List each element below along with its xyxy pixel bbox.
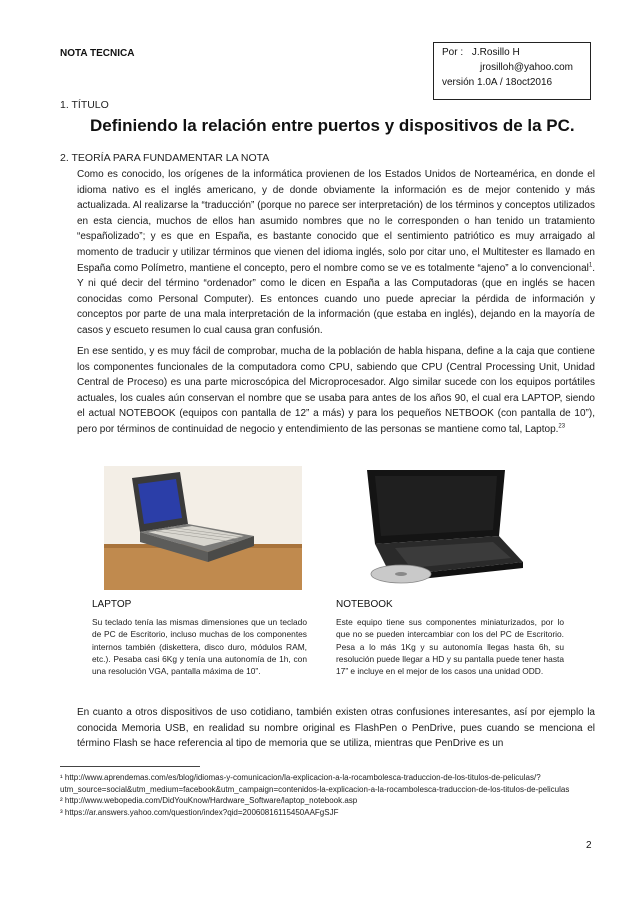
author-name: J.Rosillo H xyxy=(471,47,520,58)
author-info-box xyxy=(433,42,591,100)
page-number: 2 xyxy=(586,840,592,851)
document-version: versión 1.0A / 18oct2016 xyxy=(442,77,553,88)
paragraph-2-text: En ese sentido, y es muy fácil de comprobar, mucha de la población de habla hispana, define a la caja que contiene los componentes funcionales de la computadora como CPU, sabiendo que CPU (Central Processing Unit, Unidad Central de Proceso) es una parte microscópica del Microprocesador. Algo similar sucede con los equipos portátiles actuales, los cuales aún conservan el nombre que se usaba para antes de los años 90, el cual era LAPTOP, siendo el actual NOTEBOOK (equipos con pantalla de 12” a más) y para los pequeños NETBOOK (con pantalla de 10”), pero por términos de continuidad de negocio y entendimiento de las personas se mantiene como tal, Laptop. xyxy=(77,346,595,435)
laptop-caption-title: LAPTOP xyxy=(92,599,132,610)
paragraph-3: En cuanto a otros dispositivos de uso cotidiano, también existen otras confusiones interesantes, así por ejemplo la conocida Memoria USB, en realidad su nombre original es FlashPen o PenDrive, pues cuando se menciona el término Flash se hace referencia al tipo de memoria que se utiliza, mientras que PenDrive es un xyxy=(77,707,595,750)
footnote-ref-2-3: 23 xyxy=(558,423,566,430)
footnotes xyxy=(60,772,600,818)
notebook-photo xyxy=(355,466,525,590)
footnote-ref-1: 1 xyxy=(588,262,593,269)
document-type-label: NOTA TECNICA xyxy=(60,48,135,59)
author-prefix: Por : xyxy=(442,47,464,58)
document-title: Definiendo la relación entre puertos y dispositivos de la PC. xyxy=(90,116,575,135)
footnote-3[interactable]: ³ https://ar.answers.yahoo.com/question/index?qid=20060816115450AAFgSJF xyxy=(60,807,339,817)
section-1-heading: 1. TÍTULO xyxy=(60,99,109,111)
laptop-photo xyxy=(104,466,302,590)
paragraph-1 xyxy=(77,167,595,339)
laptop-caption-text: Su teclado tenía las mismas dimensiones que un teclado de PC de Escritorio, incluso muchas de los componentes internos también (diskettera, disco duro, módulos RAM, etc.). Pesaba casi 6Kg y tenía una autonomía de 1h, con una resolución VGA, pantalla máxima de 10”. xyxy=(92,617,307,677)
paragraph-1-part-b: . Y ni qué decir del término “ordenador” como le dicen en España a las Computadoras (que en inglés se hacen conocidas como Personal Computer). Es entonces cuando uno puede apreciar la pérdida de información y conceptos por parte de una mala interpretación de la información (que estaba en inglés), dejando en la mayoría de casos y escueto resumen lo cual causa gran confusión. xyxy=(77,262,595,336)
section-2-heading: 2. TEORÍA PARA FUNDAMENTAR LA NOTA xyxy=(60,152,270,164)
paragraph-1-part-a: Como es conocido, los orígenes de la informática provienen de los Estados Unidos de Norteamérica, en donde el idioma nativo es el inglés americano, y de donde obviamente la información es de mejor contenido y más actualizada. Al realizarse la “traducción” (porque no parece ser interpretación) de los términos y conceptos utilizados en esta ciencia, muchos de ellos han asumido nombres que no le corresponden o han tenido un tratamiento “españolizado”; y es que en España, es bastante conocido que el sentimiento patriótico es muy arraigado al momento de traducir y utilizar términos que vienen del idioma inglés, solo por citar uno, el Multitester es llamado en España como Polímetro, mantiene el concepto, pero el nombre como se ve es totalmente “ajeno” a lo convencional xyxy=(77,169,595,274)
notebook-caption-text: Este equipo tiene sus componentes miniaturizados, por lo que no se pueden intercambiar con los del PC de Escritorio. Pesa a lo más 1Kg y su autonomía llegas hasta 6h, su resolución puede llegar a HD y su pantalla puede tener hasta 17” e incluye en el mejor de los casos una unidad ODD. xyxy=(336,617,564,677)
footnote-divider xyxy=(60,766,200,767)
footnote-2[interactable]: ² http://www.webopedia.com/DidYouKnow/Hardware_Software/laptop_notebook.asp xyxy=(60,796,358,805)
author-email: jrosilloh@yahoo.com xyxy=(480,62,573,73)
paragraph-2 xyxy=(77,344,595,438)
footnote-1[interactable]: ¹ http://www.aprendemas.com/es/blog/idiomas-y-comunicacion/la-explicacion-a-la-rocambolesca-traduccion-de-los-titulos-de-peliculas/?utm_source=social&utm_medium=facebook&utm_campaign=contenidos-la-explicacion-a-la-rocambolesca-traduccion-de-los-titulos-de-peliculas xyxy=(60,773,570,794)
notebook-caption-title: NOTEBOOK xyxy=(336,599,393,610)
